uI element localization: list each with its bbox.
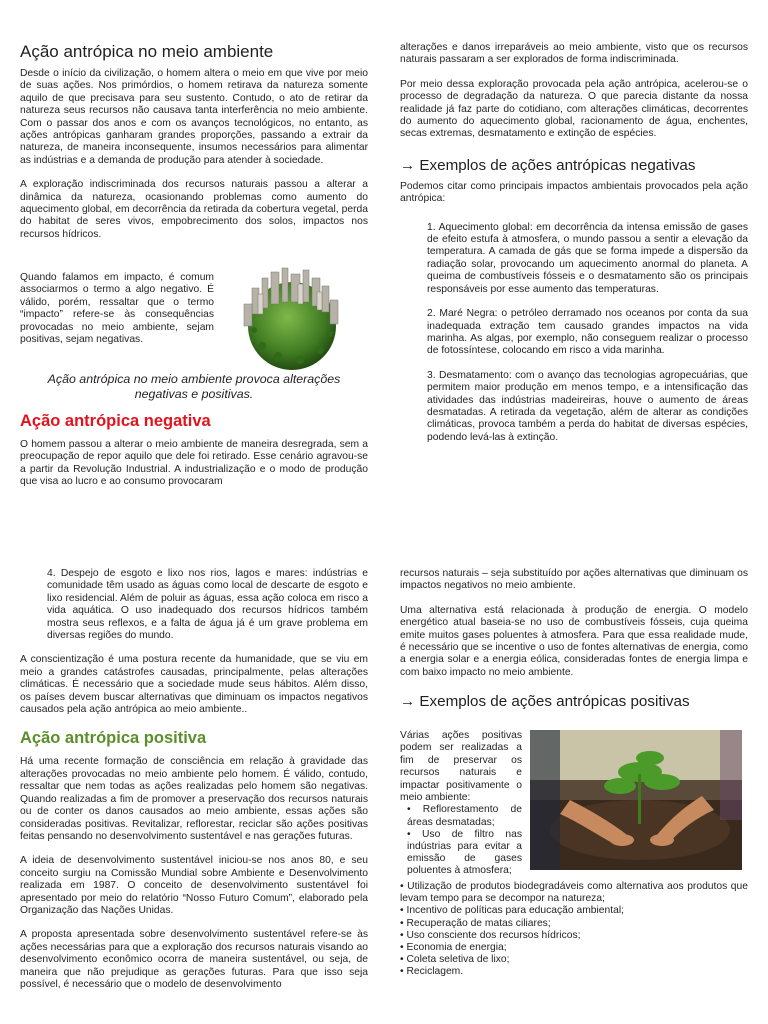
positive-examples-heading: → Exemplos de ações antrópicas positivas (400, 693, 690, 711)
page1-right-column (400, 42, 748, 444)
exploration-paragraph: A exploração indiscriminada dos recursos naturais passou a alterar a dinâmica da natureza, ocasionando problemas como aumento do aquecimento global, em decorrência da retirada da cobertura vegetal, perda do habitat de seres vivos, empobrecimento dos solos, impactos nos recursos hídricos. (20, 179, 368, 240)
intro-paragraph: Desde o início da civilização, o homem altera o meio em que vive por meio de suas ações. Nos primórdios, o homem retirava da natureza somente aquilo de que precisava para seu sustento. Contudo, o ato de retirar da natureza seus recursos não causava tanta interferência no meio ambiente. Com o passar dos anos e com os avanços tecnológicos, no entanto, as ações antrópicas ganharam grandes proporções, passando a extrair da natureza, de maneira inconsequente, insumos necessários para alimentar as indústrias e a demanda de produção para atender à sociedade. (20, 68, 368, 166)
impact-block (20, 272, 214, 346)
list-item: • Incentivo de políticas para educação ambiental; (400, 905, 624, 917)
globe-image (222, 264, 360, 374)
bullet-list-wide-block (400, 881, 748, 979)
city-globe-icon (222, 264, 360, 374)
energy-paragraph: Uma alternativa está relacionada à produção de energia. O modelo energético atual baseia-se no uso de combustíveis fósseis, cuja queima emite muitos gases poluentes à atmosfera. Para que essa realidade mude, é necessário que se incentive o uso de fontes alternativas de energia, como a energia solar e a energia eólica, consideradas fontes de energia limpa e com baixo impacto no meio ambiente. (400, 604, 748, 678)
list-item: 2. Maré Negra: o petróleo derramado nos oceanos por conta da sua inadequada extração tem causado grandes impactos na vida marinha. As algas, por exemplo, não conseguem realizar o processo de fotossíntese, colocando em risco a vida marinha. (427, 308, 748, 357)
degradation-paragraph: Por meio dessa exploração provocada pela ação antrópica, acelerou-se o processo de degradação da natureza. O que parecia distante da nossa realidade já faz parte do cotidiano, com alterações climáticas, decorrentes do aumento do aquecimento global, racionamento de água, enchentes, secas extremas, desmatamento e extinção de espécies. (400, 78, 748, 140)
page1-left-lower (20, 372, 368, 489)
continuation-paragraph: alterações e danos irreparáveis ao meio ambiente, visto que os recursos naturais passaram a ser explorados de forma indiscriminada. (400, 42, 748, 66)
impact-paragraph: Quando falamos em impacto, é comum associarmos o termo a algo negativo. É válido, porém, ressaltar que o termo “impacto” refere-se às consequências provocadas no meio ambiente, sejam positivas, sejam negativas. (20, 272, 214, 346)
list-item: • Recuperação de matas ciliares; (400, 917, 551, 929)
awareness-paragraph: A conscientização é uma postura recente da humanidade, que se viu em meio a grandes catástrofes causadas, principalmente, pelas alterações climáticas. É necessário que a sociedade mude seus hábitos. Além disso, os países devem buscar alternativas que diminuam os impactos negativos causados pela ação antrópica ao meio ambiente.. (20, 654, 368, 716)
list-item: 4. Despejo de esgoto e lixo nos rios, lagos e mares: indústrias e comunidade têm usado as águas como local de descarte de esgoto e lixo residencial. Além de poluir as águas, essa ação coloca em risco a vida aquática. O uso inadequado dos recursos hídricos também mostra seus reflexos, e a falta de água já é um grave problema em diversas regiões do mundo. (47, 568, 368, 642)
negative-examples-list (400, 222, 748, 445)
planting-image (530, 730, 742, 870)
positive-heading: Ação antrópica positiva (20, 729, 207, 748)
list-item: 3. Desmatamento: com o avanço das tecnologias agropecuárias, que permitem maior produção em menos tempo, e a intensificação das atividades das indústrias madeireiras, houve o aumento de áreas desmatadas. A retirada da vegetação, além de alterar as condições climáticas, provoca também a perda do habitat de diversas espécies, podendo levá-las à extinção. (427, 369, 748, 443)
list-item: • Reflorestamento de áreas desmatadas; (407, 804, 522, 828)
negative-heading: Ação antrópica negativa (20, 412, 211, 430)
positive-paragraph: Há uma recente formação de consciência em relação à gravidade das alterações provocadas no meio ambiente pelo homem. É válido, contudo, ressaltar que nem todas as ações realizadas pelo homem são negativas. Quando realizadas a fim de promover a preservação dos recursos naturais ou de conter os danos causados ao meio ambiente, essas ações são consideradas positivas. Revitalizar, reflorestar, reciclar são ações positivas feitas pensando no desenvolvimento sustentável e nas gerações futuras. (20, 756, 368, 842)
list-item: • Economia de energia; (400, 942, 507, 954)
seedling-icon (530, 730, 742, 870)
list-item: • Coleta seletiva de lixo; (400, 954, 510, 966)
page-title: Ação antrópica no meio ambiente (20, 42, 274, 61)
bullet-list-narrow (400, 804, 522, 877)
negative-examples-heading: → Exemplos de ações antrópicas negativas (400, 156, 696, 174)
page1-left-column (20, 42, 368, 241)
positive-intro: Várias ações positivas podem ser realizadas a fim de preservar os recursos naturais e impactar positivamente o meio ambiente: (400, 730, 522, 804)
list-item: • Uso de filtro nas indústrias para evitar a emissão de gases poluentes à atmosfera; (407, 828, 522, 877)
page2-right-column (400, 568, 748, 711)
document-page-2 (0, 512, 768, 1024)
list-item: 1. Aquecimento global: em decorrência da intensa emissão de gases de efeito estufa à atmosfera, o mundo passou a sentir a elevação da temperatura. A camada de gás que se forma impede a dispersão da radiação solar, provocando um aquecimento anormal do planeta. A queima de combustíveis fósseis e o desmatamento são os principais responsáveis por esse aumento das temperaturas. (427, 221, 748, 295)
proposal-paragraph: A proposta apresentada sobre desenvolvimento sustentável refere-se às ações necessárias para que a exploração dos recursos naturais visando ao desenvolvimento econômico ocorra de maneira sustentável, ou seja, de maneira que não prejudique as gerações futuras. Para que isso seja possível, é necessário que o modelo de desenvolvimento (20, 929, 368, 990)
page2-left-column (20, 568, 368, 991)
image-caption: Ação antrópica no meio ambiente provoca alterações negativas e positivas. (47, 372, 341, 401)
positive-intro-block (400, 730, 522, 878)
bullet-list-wide (400, 881, 748, 979)
sustainable-paragraph: A ideia de desenvolvimento sustentável iniciou-se nos anos 80, e seu conceito surgiu na Comissão Mundial sobre Ambiente e Desenvolvimento realizada em 1987. O conceito de desenvolvimento sustentável foi apresentado por meio do relatório “Nosso Futuro Comum”, elaborado pela Organização das Nações Unidas. (20, 855, 368, 916)
negative-paragraph: O homem passou a alterar o meio ambiente de maneira desregrada, sem a preocupação de repor aquilo que dele foi retirado. Esse cenário agravou-se a partir da Revolução Industrial. A industrialização e o modo de produção que visa ao lucro e ao consumo provocaram (20, 439, 368, 488)
list-item: • Utilização de produtos biodegradáveis como alternativa aos produtos que levam tempo para se decompor na natureza; (400, 881, 748, 905)
list-item: • Uso consciente dos recursos hídricos; (400, 929, 581, 941)
negative-examples-intro: Podemos citar como principais impactos ambientais provocados pela ação antrópica: (400, 180, 748, 205)
list-item: • Reciclagem. (400, 966, 464, 978)
continuation-paragraph: recursos naturais – seja substituído por ações alternativas que diminuam os impactos negativos no meio ambiente. (400, 568, 748, 592)
